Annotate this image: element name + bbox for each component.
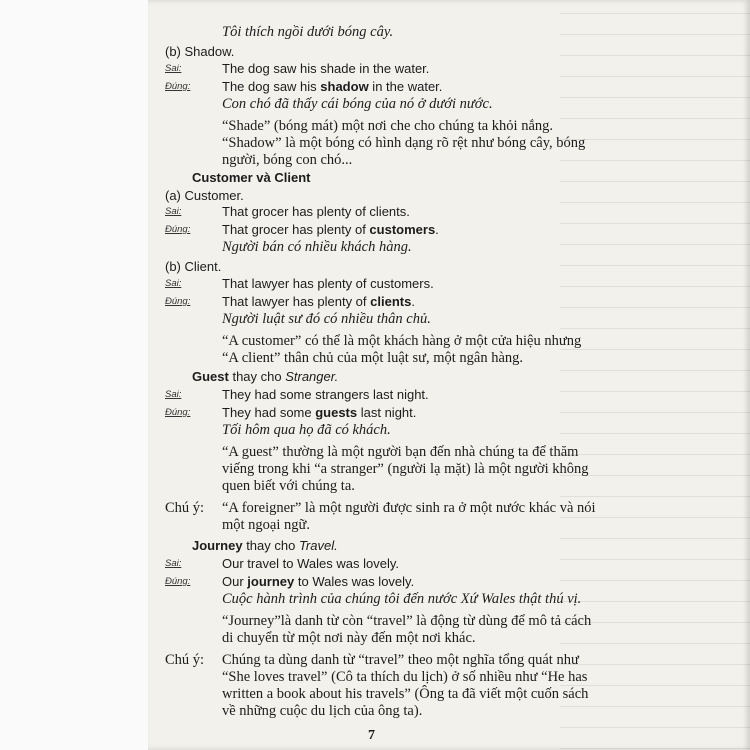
note-label: Chú ý: <box>165 652 205 668</box>
explanation: “Journey”là danh từ còn “travel” là động từ dùng để mô tả cách <box>222 613 592 629</box>
right-label: Đúng: <box>165 407 191 418</box>
right-label: Đúng: <box>165 296 191 307</box>
explanation: “A client” thân chủ của một luật sư, một ngân hàng. <box>222 350 524 366</box>
section-heading: Guest thay cho Stranger. <box>192 369 339 384</box>
right-label: Đúng: <box>165 81 191 92</box>
right-example: Our journey to Wales was lovely. <box>222 574 415 589</box>
note-text: written a book about his travels” (Ông ta đã viết một cuốn sách <box>222 686 589 702</box>
right-label: Đúng: <box>165 576 191 587</box>
wrong-example: That grocer has plenty of clients. <box>222 204 410 219</box>
section-heading: Journey thay cho Travel. <box>192 538 338 553</box>
note-text: một ngoại ngữ. <box>222 517 311 533</box>
wrong-example: They had some strangers last night. <box>222 387 429 402</box>
right-example: The dog saw his shadow in the water. <box>222 79 443 94</box>
note-label: Chú ý: <box>165 500 205 516</box>
example-translation: Con chó đã thấy cái bóng của nó ở dưới nước. <box>222 96 493 112</box>
note-text: Chúng ta dùng danh từ “travel” theo một nghĩa tổng quát như <box>222 652 579 668</box>
right-example: They had some guests last night. <box>222 405 417 420</box>
explanation: “Shade” (bóng mát) một nơi che cho chúng ta khỏi nắng. <box>222 118 554 134</box>
explanation: “A guest” thường là một người bạn đến nhà chúng ta để thăm <box>222 444 579 460</box>
subheading: (b) Shadow. <box>165 44 235 59</box>
wrong-label: Sai: <box>165 558 182 569</box>
note-text: về những cuộc du lịch của ông ta). <box>222 703 423 719</box>
example-translation: Cuộc hành trình của chúng tôi đến nước Xứ Wales thật thú vị. <box>222 591 582 607</box>
example-translation: Tối hôm qua họ đã có khách. <box>222 422 391 438</box>
explanation: “A customer” có thể là một khách hàng ở một cửa hiệu nhưng <box>222 333 582 349</box>
explanation: “Shadow” là một bóng có hình dạng rõ rệt như bóng cây, bóng <box>222 135 586 151</box>
explanation: quen biết với chúng ta. <box>222 478 355 494</box>
wrong-example: Our travel to Wales was lovely. <box>222 556 399 571</box>
right-example: That lawyer has plenty of clients. <box>222 294 415 309</box>
wrong-example: That lawyer has plenty of customers. <box>222 276 434 291</box>
page-number: 7 <box>368 728 375 743</box>
wrong-label: Sai: <box>165 206 182 217</box>
wrong-label: Sai: <box>165 63 182 74</box>
example-translation: Người bán có nhiều khách hàng. <box>222 239 412 255</box>
example-translation: Tôi thích ngồi dưới bóng cây. <box>222 24 394 40</box>
wrong-label: Sai: <box>165 389 182 400</box>
right-label: Đúng: <box>165 224 191 235</box>
wrong-label: Sai: <box>165 278 182 289</box>
note-text: “A foreigner” là một người được sinh ra ở một nước khác và nói <box>222 500 596 516</box>
subheading: (b) Client. <box>165 259 222 274</box>
wrong-example: The dog saw his shade in the water. <box>222 61 430 76</box>
subheading: (a) Customer. <box>165 188 244 203</box>
explanation: người, bóng con chó... <box>222 152 353 168</box>
explanation: di chuyển từ một nơi này đến một nơi khác. <box>222 630 476 646</box>
note-text: “She loves travel” (Cô ta thích du lịch) ở số nhiều như “He has <box>222 669 588 685</box>
example-translation: Người luật sư đó có nhiều thân chủ. <box>222 311 431 327</box>
section-heading: Customer và Client <box>192 170 311 185</box>
explanation: viếng trong khi “a stranger” (người lạ mặt) là một người không <box>222 461 589 477</box>
right-example: That grocer has plenty of customers. <box>222 222 439 237</box>
